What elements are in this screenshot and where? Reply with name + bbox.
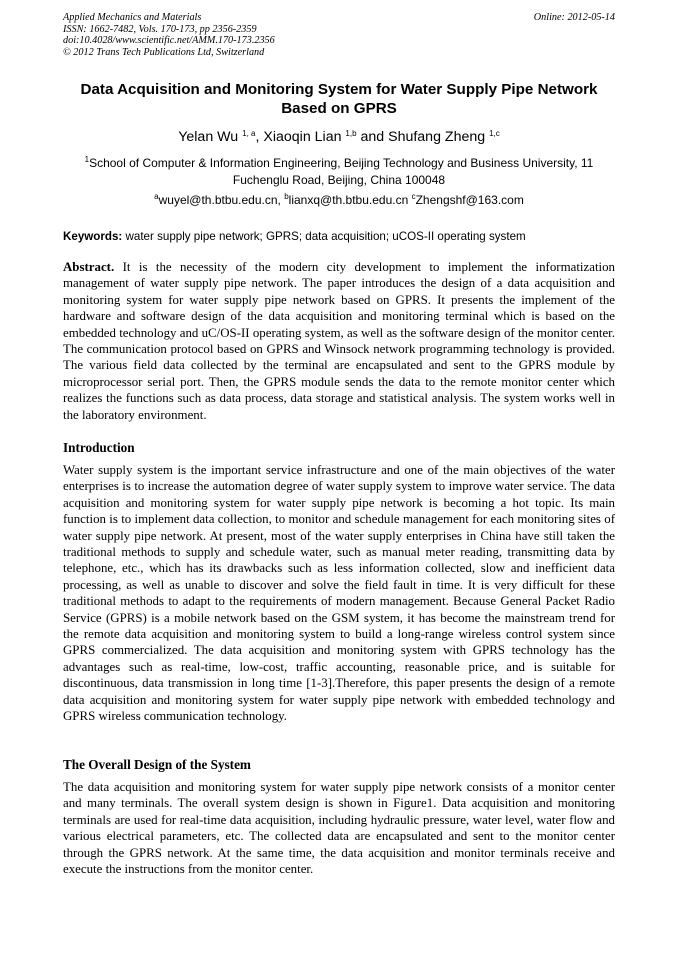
abstract: [63, 259, 615, 423]
issn-line: ISSN: 1662-7482, Vols. 170-173, pp 2356-2359: [63, 23, 257, 35]
email-superscript: a: [154, 192, 159, 201]
author-name: Xiaoqin Lian: [263, 129, 342, 145]
keywords-text: water supply pipe network; GPRS; data acquisition; uCOS-II operating system: [122, 230, 526, 243]
author-name: Yelan Wu: [178, 129, 239, 145]
author-name: Shufang Zheng: [388, 129, 486, 145]
author-superscript: 1,b: [345, 129, 357, 138]
email-superscript: b: [284, 192, 289, 201]
email-address: wuyel@th.btbu.edu.cn,: [158, 193, 285, 207]
email-address: lianxq@th.btbu.edu.cn: [288, 193, 412, 207]
author-list: [63, 128, 615, 146]
email-superscript: c: [411, 192, 416, 201]
abstract-label: Abstract.: [63, 260, 115, 274]
introduction-paragraph: Water supply system is the important service infrastructure and one of the main objectives of the water enterprises is to increase the automation degree of water supply system to improve water service. The data acquisition and monitoring system for water supply pipe network is becoming a hot topic. Its main function is to implement data collection, to monitor and schedule management for each monitoring sites of water supply pipe network. At present, most of the water supply enterprises in China have still taken the traditional methods to supply and schedule water, such as manual meter reading, transmitting data by telephone, etc., which has its drawbacks such as less information collected, slow and inefficient data processing, as well as unable to discover and solve the field fault in time. It is very difficult for these traditional methods to adapt to the requirements of modern management. Because General Packet Radio Service (GPRS) is a mobile network based on the GSM system, it has become the mainstream trend for the remote data acquisition and monitoring system to build a long-range wireless control system since GPRS commercialized. The data acquisition and monitoring system with GPRS technology has the advantages such as real-time, low-cost, traffic accounting, reasonable price, and is suitable for discontinuous, data transmission in long time [1-3].Therefore, this paper presents the design of a remote data acquisition and monitoring system for water supply pipe network with embedded technology and GPRS wireless communication technology.: [63, 463, 615, 724]
section-heading-introduction: Introduction: [63, 440, 135, 455]
email-address: Zhengshf@163.com: [415, 193, 524, 207]
author-separator: ,: [255, 129, 264, 145]
online-date: Online: 2012-05-14: [533, 12, 615, 23]
overall-design-paragraph: The data acquisition and monitoring system for water supply pipe network consists of a monitor center and many terminals. The overall system design is shown in Figure1. Data acquisition and monitoring terminals are used for real-time data acquisition, including hydraulic pressure, water level, water flow and various electrical parameters, etc. The collected data are encapsulated and sent to the monitor center through the GPRS network. At the same time, the data acquisition and monitor terminals receive and execute the instructions from the monitor center.: [63, 780, 615, 877]
doi-line: doi:10.4028/www.scientific.net/AMM.170-173.2356: [63, 35, 275, 47]
author-separator: and: [356, 129, 389, 145]
affiliation-superscript: 1: [84, 155, 90, 164]
author-superscript: 1,c: [489, 129, 500, 138]
keywords-label: Keywords:: [63, 230, 123, 243]
keywords: [63, 229, 615, 245]
journal-name: Applied Mechanics and Materials: [63, 12, 202, 23]
copyright-line: © 2012 Trans Tech Publications Ltd, Switzerland: [63, 46, 265, 58]
abstract-text: It is the necessity of the modern city development to implement the informatization management of water supply pipe network. The paper introduces the design of a data acquisition and monitoring system for water supply pipe network based on GPRS. It presents the implement of the hardware and software design of the data acquisition and monitoring terminal which is based on the embedded technology and uC/OS-II operating system, as well as the software design of the monitor center. The communication protocol based on GPRS and Winsock network programming technology is provided. The various field data collected by the terminal are encapsulated and sent to the GPRS module by microprocessor serial port. Then, the GPRS module sends the data to the remote monitor center which realizes the functions such as data process, data storage and statistical analysis. The system works well in the laboratory environment.: [63, 260, 615, 422]
author-superscript: 1, a: [242, 129, 256, 138]
running-header: [63, 12, 615, 58]
paper-title: Data Acquisition and Monitoring System for Water Supply Pipe Network Based on GPRS: [80, 81, 598, 117]
email-list: [63, 192, 615, 209]
section-heading-overall-design: The Overall Design of the System: [63, 757, 251, 772]
affiliation: [63, 155, 615, 189]
affiliation-text: School of Computer & Information Engineering, Beijing Technology and Business University, 11 Fuchenglu Road, Beijing, China 100048: [89, 156, 594, 187]
